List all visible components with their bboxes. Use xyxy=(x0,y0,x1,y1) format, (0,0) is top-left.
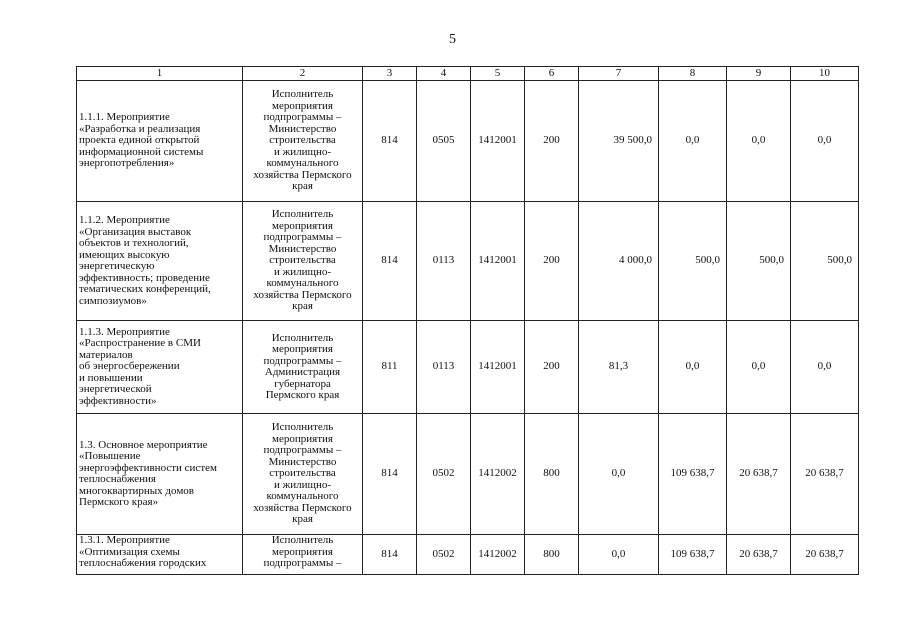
code-cell: 1412001 xyxy=(471,81,525,202)
measure-name: 1.3. Основное мероприятие «Повышение энергоэффективности систем теплоснабжения многоквартирных домов Пермского края» xyxy=(79,438,217,508)
measure-name-cell xyxy=(77,321,243,414)
measure-name: 1.1.3. Мероприятие «Распространение в СМИ материалов об энергосбережении и повышении энергетической эффективности» xyxy=(79,325,201,407)
executor-cell xyxy=(243,321,363,414)
amount-cell: 20 638,7 xyxy=(727,414,791,535)
column-header: 9 xyxy=(727,67,791,81)
executor-text: Исполнитель мероприятия подпрограммы – Министерство строительства и жилищно- коммунального хозяйства Пермского края xyxy=(253,88,352,193)
column-header: 3 xyxy=(363,67,417,81)
amount-cell: 500,0 xyxy=(727,202,791,321)
amount-cell: 81,3 xyxy=(579,321,659,414)
code-cell: 814 xyxy=(363,535,417,575)
amount-cell: 0,0 xyxy=(659,321,727,414)
code-cell: 814 xyxy=(363,81,417,202)
amount-cell: 39 500,0 xyxy=(579,81,659,202)
code-cell: 200 xyxy=(525,202,579,321)
amount-cell: 20 638,7 xyxy=(791,535,859,575)
measure-name: 1.1.2. Мероприятие «Организация выставок объектов и технологий, имеющих высокую энергетическую эффективность; проведение тематических конференций, симпозиумов» xyxy=(79,214,211,307)
amount-cell: 109 638,7 xyxy=(659,414,727,535)
amount-cell: 20 638,7 xyxy=(791,414,859,535)
page-number: 5 xyxy=(449,32,456,47)
code-cell: 1412001 xyxy=(471,321,525,414)
amount-cell: 0,0 xyxy=(579,414,659,535)
column-header: 8 xyxy=(659,67,727,81)
executor-text: Исполнитель мероприятия подпрограммы – xyxy=(263,534,342,569)
executor-text: Исполнитель мероприятия подпрограммы – Министерство строительства и жилищно- коммунального хозяйства Пермского края xyxy=(253,208,352,313)
column-header: 4 xyxy=(417,67,471,81)
amount-cell: 4 000,0 xyxy=(579,202,659,321)
measure-name-cell xyxy=(77,414,243,535)
amount-cell: 0,0 xyxy=(579,535,659,575)
column-header: 7 xyxy=(579,67,659,81)
measure-name-cell xyxy=(77,535,243,575)
executor-text: Исполнитель мероприятия подпрограммы – Администрация губернатора Пермского края xyxy=(263,331,342,401)
table-row xyxy=(77,535,859,575)
executor-text: Исполнитель мероприятия подпрограммы – Министерство строительства и жилищно- коммунального хозяйства Пермского края xyxy=(253,421,352,526)
code-cell: 814 xyxy=(363,414,417,535)
amount-cell: 0,0 xyxy=(791,81,859,202)
code-cell: 800 xyxy=(525,535,579,575)
code-cell: 811 xyxy=(363,321,417,414)
amount-cell: 500,0 xyxy=(791,202,859,321)
code-cell: 0113 xyxy=(417,202,471,321)
amount-cell: 0,0 xyxy=(659,81,727,202)
code-cell: 814 xyxy=(363,202,417,321)
column-header: 6 xyxy=(525,67,579,81)
column-header: 2 xyxy=(243,67,363,81)
executor-cell xyxy=(243,81,363,202)
code-cell: 200 xyxy=(525,81,579,202)
table-row xyxy=(77,414,859,535)
code-cell: 200 xyxy=(525,321,579,414)
column-header: 10 xyxy=(791,67,859,81)
measure-name-cell xyxy=(77,202,243,321)
amount-cell: 0,0 xyxy=(791,321,859,414)
amount-cell: 0,0 xyxy=(727,321,791,414)
budget-table xyxy=(76,66,859,575)
amount-cell: 0,0 xyxy=(727,81,791,202)
table-row xyxy=(77,81,859,202)
code-cell: 800 xyxy=(525,414,579,535)
executor-cell xyxy=(243,414,363,535)
code-cell: 0502 xyxy=(417,414,471,535)
table-header-row xyxy=(77,67,859,81)
amount-cell: 20 638,7 xyxy=(727,535,791,575)
executor-cell xyxy=(243,535,363,575)
code-cell: 1412002 xyxy=(471,535,525,575)
column-header: 5 xyxy=(471,67,525,81)
code-cell: 1412002 xyxy=(471,414,525,535)
measure-name-cell xyxy=(77,81,243,202)
column-header: 1 xyxy=(77,67,243,81)
table-row xyxy=(77,202,859,321)
code-cell: 1412001 xyxy=(471,202,525,321)
code-cell: 0502 xyxy=(417,535,471,575)
code-cell: 0505 xyxy=(417,81,471,202)
amount-cell: 109 638,7 xyxy=(659,535,727,575)
table-row xyxy=(77,321,859,414)
executor-cell xyxy=(243,202,363,321)
amount-cell: 500,0 xyxy=(659,202,727,321)
code-cell: 0113 xyxy=(417,321,471,414)
measure-name: 1.3.1. Мероприятие «Оптимизация схемы теплоснабжения городских xyxy=(79,534,207,569)
measure-name: 1.1.1. Мероприятие «Разработка и реализация проекта единой открытой информационной системы энергопотребления» xyxy=(79,111,204,170)
